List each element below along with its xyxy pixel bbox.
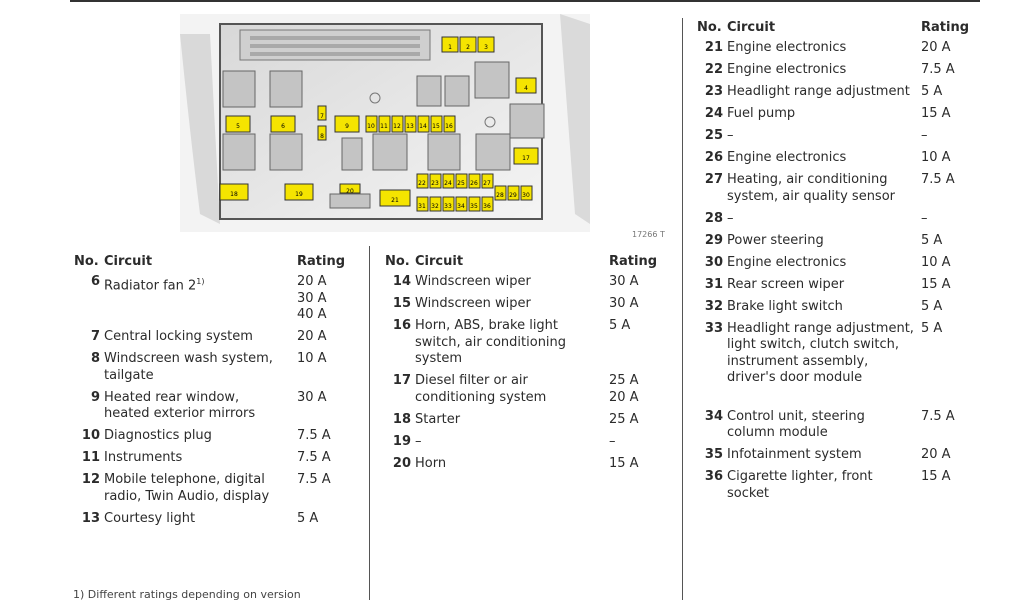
fuse-number: 8 (90, 351, 100, 366)
circuit-name (104, 329, 284, 346)
fuse-slot-label: 21 (391, 197, 399, 204)
fuse-rating: – (609, 433, 616, 449)
table-row (697, 233, 987, 250)
table-header (74, 254, 354, 274)
header-circuit: Circuit (415, 254, 464, 269)
header-no: No. (385, 254, 410, 269)
table-row (697, 62, 987, 79)
circuit-text: Power steering (727, 232, 824, 248)
fuse-slot-label: 17 (522, 155, 530, 162)
fuse-rating: 30 A (609, 296, 639, 311)
fuse-number: 23 (704, 84, 723, 99)
fuse-number: 28 (704, 210, 723, 226)
fuse-number: 17 (392, 373, 411, 388)
fuse-rating: – (921, 210, 928, 226)
header-circuit: Circuit (727, 20, 776, 35)
circuit-name (104, 472, 284, 505)
circuit-text: Diesel filter or air conditioning system (415, 373, 547, 405)
fuse-table-3 (697, 20, 987, 508)
column-divider (682, 18, 683, 600)
fuse-number: 26 (704, 150, 723, 165)
circuit-name (727, 233, 915, 250)
circuit-name (104, 274, 284, 295)
circuit-name (727, 409, 915, 442)
fuse-slot-label: 15 (432, 123, 440, 130)
circuit-name (727, 321, 915, 387)
header-circuit: Circuit (104, 254, 153, 269)
header-no: No. (697, 20, 722, 35)
table-row (697, 172, 987, 205)
table-row (385, 274, 665, 291)
table-row (74, 450, 354, 467)
fuse-number: 21 (704, 40, 723, 55)
fuse-rating: 7.5 A (297, 450, 331, 465)
circuit-text: – (415, 433, 422, 449)
fuse-table-1 (74, 254, 354, 533)
fuse-slot-label: 26 (470, 180, 478, 187)
fuse-rating: 10 A (297, 351, 327, 366)
fuse-number: 10 (81, 428, 100, 443)
table-row (697, 277, 987, 294)
circuit-text: Instruments (104, 450, 183, 465)
circuit-text: Brake light switch (727, 298, 843, 314)
fuse-number: 13 (81, 510, 100, 526)
fuse-number: 24 (704, 106, 723, 121)
fuse-slot-label: 33 (444, 203, 452, 210)
fuse-number: 15 (392, 296, 411, 311)
fuse-slot-label: 34 (457, 203, 465, 210)
circuit-name (104, 390, 284, 423)
fuse-slot-label: 20 (346, 188, 354, 195)
circuit-text: Rear screen wiper (727, 276, 845, 292)
table-row (697, 321, 987, 404)
fuse-number: 27 (704, 172, 723, 187)
fuse-number: 6 (90, 274, 100, 289)
footnote: 1) Different ratings depending on version (73, 588, 301, 601)
fuse-slot-label: 13 (406, 123, 414, 130)
circuit-text: Windscreen wiper (415, 296, 531, 311)
fuse-rating: 5 A (609, 318, 631, 333)
fuse-rating: 5 A (297, 510, 319, 526)
fuse-slot-label: 28 (496, 192, 504, 199)
fuse-number: 31 (704, 276, 723, 292)
circuit-text: – (727, 128, 734, 143)
figure-reference: 17266 T (632, 230, 665, 239)
fuse-rating: 15 A (609, 455, 639, 471)
circuit-name (415, 456, 580, 473)
fuse-slot-label: 36 (483, 203, 491, 210)
circuit-name (104, 450, 284, 467)
circuit-text: Heated rear window, heated exterior mirrors (104, 389, 256, 421)
table-row (385, 434, 665, 451)
fuse-number: 12 (81, 472, 100, 487)
fuse-slot-label: 25 (457, 180, 465, 187)
fuse-number: 18 (392, 411, 411, 427)
fuse-rating: 20 A (921, 40, 951, 55)
circuit-name (727, 172, 915, 205)
circuit-name (104, 511, 284, 528)
fuse-slot-label: 8 (320, 133, 324, 140)
fuse-number: 9 (90, 389, 100, 405)
circuit-name (415, 434, 580, 451)
column-divider (369, 246, 370, 600)
circuit-name (727, 211, 915, 228)
fuse-slot-label: 1 (448, 44, 452, 51)
circuit-name (727, 277, 915, 294)
fuse-rating: 7.5 A (921, 62, 955, 77)
circuit-text: Engine electronics (727, 62, 847, 77)
table-header (385, 254, 665, 274)
fuse-rating: 30 A (297, 389, 327, 405)
circuit-name (727, 447, 915, 464)
table-row (74, 472, 354, 505)
circuit-text: Mobile telephone, digital radio, Twin Audio, display (104, 472, 270, 504)
fuse-rating: 25 A (609, 411, 639, 427)
fuse-number: 22 (704, 62, 723, 77)
fuse-slot-label: 12 (393, 123, 401, 130)
fuse-rating: 10 A (921, 254, 951, 270)
fuse-box-diagram (180, 14, 590, 232)
circuit-text: Horn, ABS, brake light switch, air conditioning system (415, 318, 567, 366)
circuit-text: Cigarette lighter, front socket (727, 469, 873, 501)
fuse-slot-label: 19 (295, 191, 303, 198)
fuse-rating: 15 A (921, 469, 951, 484)
fuse-slot-label: 35 (470, 203, 478, 210)
fuse-number: 25 (704, 128, 723, 143)
table-row (697, 409, 987, 442)
fuse-rating: 7.5 A (921, 408, 955, 424)
fuse-slot-label: 11 (380, 123, 388, 130)
fuse-rating: 15 A (921, 106, 951, 121)
table-row (74, 390, 354, 423)
fuse-slot-label: 32 (431, 203, 439, 210)
fuse-number: 11 (81, 450, 100, 465)
fuse-slot-label: 27 (483, 180, 491, 187)
table-row (385, 296, 665, 313)
circuit-text: Engine electronics (727, 254, 847, 270)
fuse-number: 35 (704, 447, 723, 462)
fuse-number: 36 (704, 469, 723, 484)
fuse-rating: 5 A (921, 298, 943, 314)
fuse-rating: 7.5 A (297, 472, 331, 487)
header-rating: Rating (609, 254, 658, 269)
header-rating: Rating (297, 254, 346, 269)
circuit-name (727, 40, 915, 57)
circuit-name (727, 62, 915, 79)
circuit-text: Engine electronics (727, 150, 847, 165)
fuse-number: 7 (90, 329, 100, 344)
circuit-text: Control unit, steering column module (727, 408, 865, 440)
top-rule (70, 0, 980, 2)
table-row (697, 447, 987, 464)
fuse-slot-label: 2 (466, 44, 470, 51)
circuit-name (727, 150, 915, 167)
circuit-text: Central locking system (104, 329, 253, 344)
fuse-slot-label: 16 (445, 123, 453, 130)
fuse-rating: 30 A (609, 274, 639, 289)
fuse-number: 30 (704, 254, 723, 270)
circuit-name (415, 296, 580, 313)
table-row (697, 40, 987, 57)
table-row (697, 150, 987, 167)
fuse-number: 20 (392, 455, 411, 471)
table-row (74, 274, 354, 324)
fuse-slot-label: 9 (345, 123, 349, 130)
fuse-number: 14 (392, 274, 411, 289)
circuit-name (415, 274, 580, 291)
table-row (74, 329, 354, 346)
circuit-name (727, 255, 915, 272)
circuit-text: Headlight range adjustment, light switch, clutch switch, instrument assembly, driver's door module (727, 320, 914, 385)
circuit-text: – (727, 210, 734, 226)
fuse-slot-label: 7 (320, 113, 324, 120)
fuse-rating: 25 A 20 A (609, 373, 639, 405)
fuse-rating: 20 A (297, 329, 327, 344)
table-header (697, 20, 987, 40)
circuit-text: Windscreen wiper (415, 274, 531, 289)
fuse-slot-label: 29 (509, 192, 517, 199)
table-row (74, 351, 354, 384)
fuse-slot-label: 18 (230, 191, 238, 198)
circuit-name (727, 128, 915, 145)
circuit-text: Radiator fan 2 (104, 278, 197, 294)
circuit-name (727, 299, 915, 316)
fuse-rating: 20 A (921, 447, 951, 462)
circuit-text: Windscreen wash system, tailgate (104, 351, 273, 383)
fuse-slot-label: 3 (484, 44, 488, 51)
table-row (74, 511, 354, 528)
fuse-slot-label: 22 (418, 180, 426, 187)
fuse-slot-label: 23 (431, 180, 439, 187)
circuit-text: Starter (415, 411, 461, 427)
table-row (697, 106, 987, 123)
fuse-slot-label: 4 (524, 85, 528, 92)
circuit-text: Fuel pump (727, 106, 796, 121)
fuse-number: 32 (704, 298, 723, 314)
fuse-number: 16 (392, 318, 411, 333)
fuse-slot-label: 6 (281, 123, 285, 130)
table-row (385, 318, 665, 368)
fuse-slot-label: 31 (418, 203, 426, 210)
table-row (697, 84, 987, 101)
fuse-number: 33 (704, 320, 723, 336)
table-row (697, 255, 987, 272)
fuse-number: 34 (704, 408, 723, 424)
table-row (385, 412, 665, 429)
table-row (74, 428, 354, 445)
circuit-text: Horn (415, 455, 447, 471)
circuit-text: Diagnostics plug (104, 428, 212, 443)
table-row (697, 469, 987, 502)
circuit-name (104, 351, 284, 384)
fuse-rating: 5 A (921, 84, 943, 99)
header-rating: Rating (921, 20, 970, 35)
fuse-rating: – (921, 128, 928, 143)
circuit-name (415, 412, 580, 429)
fuse-rating: 20 A 30 A 40 A (297, 274, 327, 322)
fuse-rating: 10 A (921, 150, 951, 165)
fuse-slot-label: 24 (444, 180, 452, 187)
fuse-rating: 5 A (921, 320, 943, 336)
fuse-rating: 15 A (921, 276, 951, 292)
table-row (697, 128, 987, 145)
circuit-text: Courtesy light (104, 510, 196, 526)
circuit-name (415, 318, 580, 368)
table-row (385, 373, 665, 406)
fuse-slot-label: 5 (236, 123, 240, 130)
fuse-rating: 7.5 A (297, 428, 331, 443)
circuit-text: Heating, air conditioning system, air quality sensor (727, 172, 896, 204)
circuit-name (727, 469, 915, 502)
circuit-name (104, 428, 284, 445)
circuit-name (727, 84, 915, 101)
footnote-marker: 1) (196, 277, 205, 286)
circuit-name (727, 106, 915, 123)
circuit-text: Headlight range adjustment (727, 84, 910, 99)
fuse-rating: 5 A (921, 232, 943, 248)
fuse-rating: 7.5 A (921, 172, 955, 187)
table-row (697, 299, 987, 316)
circuit-text: Engine electronics (727, 40, 847, 55)
circuit-name (415, 373, 580, 406)
fuse-slot-label: 14 (419, 123, 427, 130)
fuse-slot-label: 10 (367, 123, 375, 130)
fuse-number: 19 (392, 433, 411, 449)
fuse-table-2 (385, 254, 665, 478)
fuse-number: 29 (704, 232, 723, 248)
fuse-slot-label: 30 (522, 192, 530, 199)
table-row (697, 211, 987, 228)
table-row (385, 456, 665, 473)
header-no: No. (74, 254, 99, 269)
circuit-text: Infotainment system (727, 447, 862, 462)
